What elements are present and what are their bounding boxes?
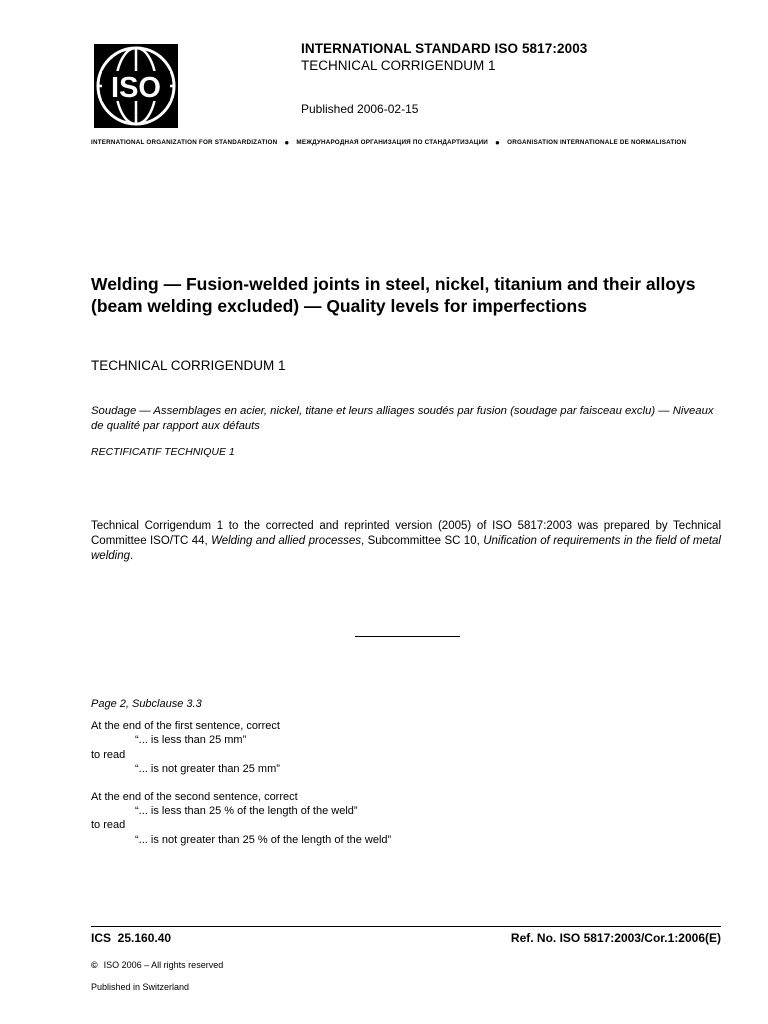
ics-number: ICS 25.160.40 bbox=[91, 931, 172, 945]
reference-number: Ref. No. ISO 5817:2003/Cor.1:2006(E) bbox=[510, 931, 721, 945]
corrigendum-label: TECHNICAL CORRIGENDUM 1 bbox=[301, 58, 496, 73]
separator-line bbox=[355, 636, 460, 637]
org-name-en: INTERNATIONAL ORGANIZATION FOR STANDARDIZATION bbox=[91, 139, 278, 146]
separator-dot: ● bbox=[284, 137, 290, 147]
document-title: Welding — Fusion-welded joints in steel, nickel, titanium and their alloys (beam welding excluded) — Quality levels for imperfections bbox=[91, 274, 696, 316]
correction-instruction: At the end of the second sentence, correct bbox=[91, 791, 298, 804]
organization-line bbox=[91, 139, 721, 146]
copyright-line bbox=[91, 960, 223, 970]
subcommittee-name: Unification of requirements in the field of metal welding bbox=[91, 535, 721, 562]
new-text: “... is not greater than 25 % of the length of the weld” bbox=[135, 833, 392, 846]
committee-name: Welding and allied processes bbox=[211, 535, 361, 547]
to-read-label: to read bbox=[91, 748, 126, 761]
document-subtitle: TECHNICAL CORRIGENDUM 1 bbox=[91, 358, 286, 373]
french-title: Soudage — Assemblages en acier, nickel, titane et leurs alliages soudés par fusion (soudage par faisceau exclu) — Niveaux de qualité par rapport aux défauts bbox=[91, 405, 714, 432]
org-name-ru: МЕЖДУНАРОДНАЯ ОРГАНИЗАЦИЯ ПО СТАНДАРТИЗАЦИИ bbox=[296, 139, 489, 146]
copyright-text: ISO 2006 – All rights reserved bbox=[103, 960, 224, 970]
french-subtitle: RECTIFICATIF TECHNIQUE 1 bbox=[91, 446, 235, 458]
intro-text: , Subcommittee SC 10, bbox=[361, 535, 484, 547]
intro-text: . bbox=[130, 550, 134, 562]
correction-section bbox=[91, 697, 721, 847]
old-text: “... is less than 25 mm” bbox=[135, 734, 247, 747]
correction-location: Page 2, Subclause 3.3 bbox=[91, 698, 202, 710]
published-in: Published in Switzerland bbox=[91, 982, 190, 992]
intro-text: Technical Corrigendum 1 to the corrected and reprinted version (2005) of ISO 5817:2003 was prepared by Technical Committee ISO/TC 44, bbox=[91, 520, 721, 547]
footer-rule bbox=[91, 926, 721, 927]
copyright-icon: © bbox=[91, 960, 98, 970]
publication-date: Published 2006-02-15 bbox=[301, 102, 419, 116]
new-text: “... is not greater than 25 mm” bbox=[135, 762, 280, 775]
separator-dot: ● bbox=[495, 137, 501, 147]
to-read-label: to read bbox=[91, 819, 126, 832]
org-name-fr: ORGANISATION INTERNATIONALE DE NORMALISATION bbox=[507, 139, 687, 146]
intro-paragraph bbox=[91, 519, 721, 564]
old-text: “... is less than 25 % of the length of the weld” bbox=[135, 805, 358, 818]
iso-logo-text: ISO bbox=[111, 72, 161, 104]
iso-logo bbox=[94, 44, 178, 128]
standard-number: INTERNATIONAL STANDARD ISO 5817:2003 bbox=[301, 41, 588, 56]
correction-instruction: At the end of the first sentence, correct bbox=[91, 720, 280, 733]
